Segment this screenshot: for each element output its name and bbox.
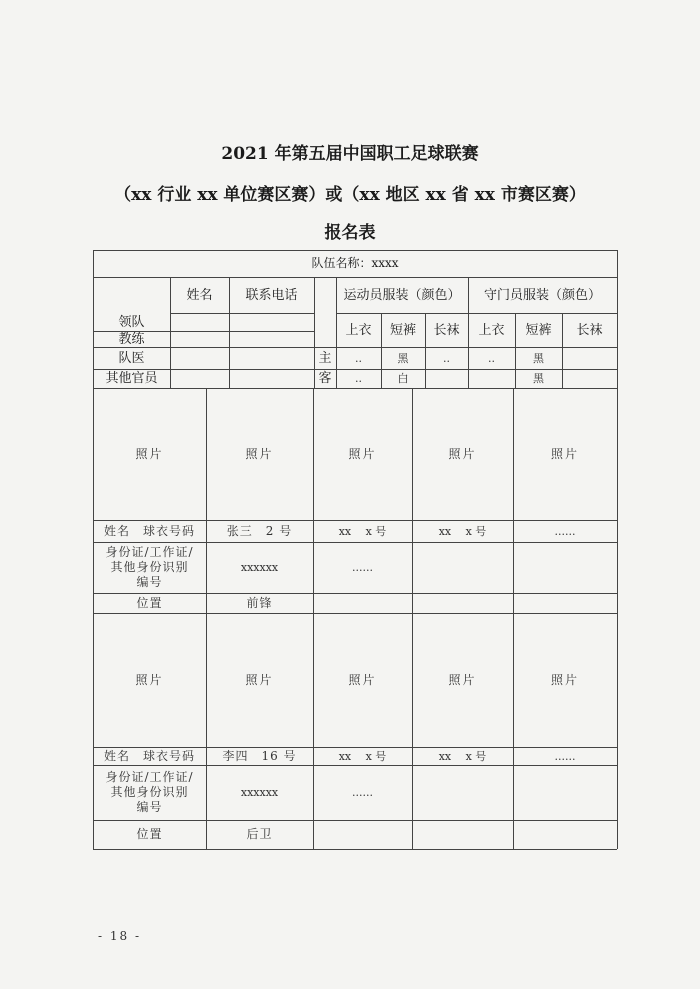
position-label: 位置: [136, 595, 163, 610]
player-position: 前锋: [246, 595, 273, 610]
away-color: [425, 369, 468, 388]
registration-table: [93, 250, 617, 849]
player-id: [412, 542, 513, 593]
player-name-number: xx x 号: [438, 524, 487, 538]
role-other-officials: 其他官员: [105, 371, 158, 386]
photo-placeholder: 照片: [245, 672, 274, 687]
page-number: - 18 -: [98, 929, 142, 943]
away-color: 黑: [533, 372, 544, 385]
player-name-number: xx x 号: [438, 749, 487, 763]
keeper-uniform-header: 守门员服装（颜色）: [483, 287, 601, 303]
photo-placeholder: 照片: [448, 446, 477, 461]
player-id: [513, 542, 617, 593]
away-color: [562, 369, 617, 388]
player-position: [513, 820, 617, 849]
player-name-number: xx x 号: [338, 524, 387, 538]
col-header-name: 姓名: [186, 287, 213, 303]
player-position: [313, 820, 412, 849]
player-position: [412, 820, 513, 849]
player-name-number: 张三 2 号: [226, 523, 293, 538]
home-color: 黑: [397, 351, 409, 365]
home-color: [562, 347, 617, 369]
team-name: 队伍名称：xxxx: [311, 256, 399, 270]
player-id: [412, 765, 513, 820]
photo-placeholder: 照片: [348, 446, 377, 461]
id-label: [93, 765, 206, 820]
uniform-item: 上衣: [478, 322, 505, 338]
document-subtitle: （xx 行业 xx 单位赛区赛）或（xx 地区 xx 省 xx 市赛区赛）: [114, 185, 586, 205]
photo-placeholder: 照片: [550, 446, 579, 461]
photo-placeholder: 照片: [348, 672, 377, 687]
away-color: ..: [355, 372, 362, 385]
home-color: 黑: [533, 351, 544, 365]
uniform-item: 短裤: [525, 322, 552, 338]
name-number-label: 姓名 球衣号码: [103, 523, 195, 538]
player-position: [313, 593, 412, 613]
id-label-line: 其他身份识别: [110, 560, 189, 574]
photo-placeholder: 照片: [135, 672, 164, 687]
player-id: xxxxxx: [240, 561, 279, 574]
home-color: ..: [488, 351, 495, 365]
name-number-label: 姓名 球衣号码: [103, 748, 195, 763]
id-label: [93, 542, 206, 593]
position-label: 位置: [136, 827, 163, 841]
id-label-line: 其他身份识别: [110, 785, 189, 799]
home-color: ..: [355, 351, 362, 365]
role-coach: 教练: [118, 331, 145, 347]
player-name-number: xx x 号: [338, 749, 387, 763]
id-label-line: 身份证/工作证/: [105, 545, 194, 559]
away-color: 白: [397, 372, 409, 385]
player-name-number: ......: [554, 749, 576, 763]
form-title: 报名表: [324, 223, 376, 243]
id-label-line: 编号: [136, 575, 163, 589]
home-label: 主: [318, 350, 332, 366]
player-position: [412, 593, 513, 613]
col-header-phone: 联系电话: [245, 287, 298, 303]
id-label-line: 编号: [136, 800, 163, 814]
player-id: xxxxxx: [240, 786, 279, 799]
role-team-doctor: 队医: [118, 350, 145, 366]
photo-placeholder: 照片: [448, 672, 477, 687]
player-name-number: 李四 16 号: [222, 748, 297, 763]
uniform-item: 长袜: [576, 322, 603, 338]
id-label-line: 身份证/工作证/: [105, 770, 194, 784]
player-name-number: ......: [554, 524, 576, 538]
player-position: 后卫: [246, 827, 273, 841]
away-color: [468, 369, 515, 388]
photo-placeholder: 照片: [245, 446, 274, 461]
away-label: 客: [318, 371, 332, 386]
uniform-item: 短裤: [389, 322, 416, 338]
home-color: ..: [443, 351, 450, 365]
role-team-leader: 领队: [118, 314, 145, 330]
photo-placeholder: 照片: [550, 672, 579, 687]
player-id: [513, 765, 617, 820]
player-id: ......: [352, 561, 373, 574]
player-id: ......: [352, 786, 373, 799]
uniform-item: 上衣: [345, 322, 372, 338]
player-position: [513, 593, 617, 613]
uniform-item: 长袜: [433, 322, 460, 338]
player-uniform-header: 运动员服装（颜色）: [343, 287, 461, 303]
document-title: 2021 年第五届中国职工足球联赛: [221, 144, 479, 164]
photo-placeholder: 照片: [135, 446, 164, 461]
